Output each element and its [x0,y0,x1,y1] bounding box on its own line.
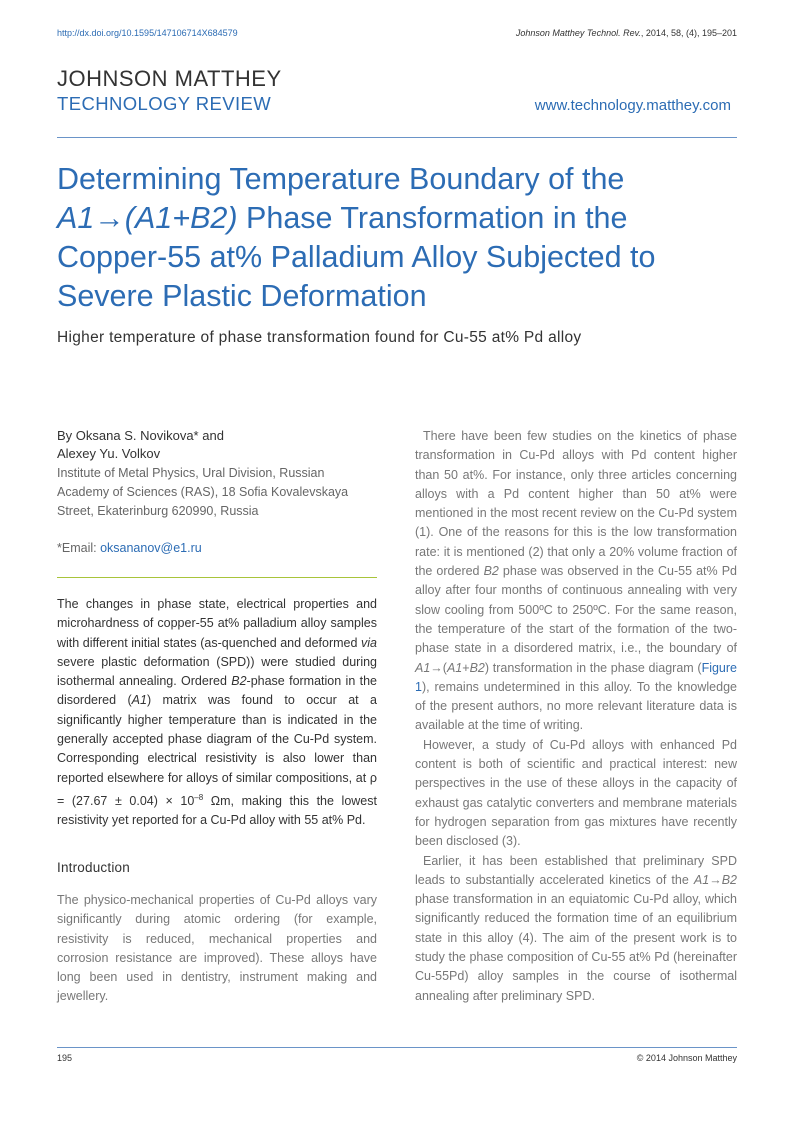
citation-journal: Johnson Matthey Technol. Rev. [515,28,641,38]
authors [57,427,377,463]
introduction-paragraph: The physico-mechanical properties of Cu-Pd alloys vary significantly during atomic ordering (for example, resistivity is reduced, mechanical properties and corrosion resistance are improved). These alloys have long been used in dentistry, instrument making and jewellery. [57,893,377,1004]
copyright: © 2014 Johnson Matthey [636,1053,737,1063]
journal-citation [516,28,737,38]
affiliation: Institute of Metal Physics, Ural Division, Russian Academy of Sciences (RAS), 18 Sofia Kovalevskaya Street, Ekaterinburg 620990, Russia [57,466,349,518]
email-label: *Email: [57,541,101,555]
article-subtitle: Higher temperature of phase transformation found for Cu-55 at% Pd alloy [57,329,582,346]
doi-link[interactable]: http://dx.doi.org/10.1595/147106714X684579 [57,28,238,38]
authors-line-2: Alexey Yu. Volkov [57,446,161,461]
page-number: 195 [57,1053,73,1063]
brand-name: JOHNSON MATTHEY [57,66,282,91]
abstract-divider [57,577,377,578]
figure-1-link[interactable]: Figure 1 [415,660,737,694]
article-title: Determining Temperature Boundary of the A1→(A1+B2) Phase Transformation in the Copper-55 at% Palladium Alloy Subjected to Severe Plastic Deformation [57,162,656,313]
website-link[interactable]: www.technology.matthey.com [534,97,731,114]
email-line [57,541,202,555]
abstract-paragraph: The changes in phase state, electrical properties and microhardness of copper-55 at% palladium alloy samples with different initial states (as-quenched and deformed via severe plastic deformation (SPD)) were studied during isothermal annealing. Ordered B2-phase formation in the disordered (A1) matrix was found to occur at a significantly higher temperature than is indicated in the generally accepted phase diagram of the Cu-Pd system. Corresponding electrical resistivity is also lower than reported elsewhere for alloys of similar compositions, at $\rho = (27.67 \pm 0.04) \times 10^{-8}$ Ωm, making this the lowest resistivity yet reported for a Cu-Pd alloy with 55 at% Pd. [57,597,377,828]
header-divider [57,137,737,138]
body-paragraph-1: There have been few studies on the kinetics of phase transformation in Cu-Pd alloys with Pd content higher than 50 at%. For instance, only three articles concerning alloys with a Pd content higher than 50 at% were mentioned in the most recent review on the Cu-Pd system (1). One of the reasons for this is the low transformation rate: it is mentioned (2) that only a 20% volume fraction of the ordered B2 phase was observed in the Cu-55 at% Pd alloy after four months of continuous annealing with very slow cooling from 500ºC to 250ºC. For the same reason, the temperature of the start of the formation of the two-phase state in a disordered matrix, i.e., the boundary of A1→(A1+B2) transformation in the phase diagram (Figure 1), remains undetermined in this alloy. To the knowledge of the present authors, no more relevant literature data is available at the time of writing. [415,429,737,733]
body-paragraph-2: However, a study of Cu-Pd alloys with enhanced Pd content is both of scientific and practical interest: new perspectives in the use of these alloys in the capacity of exhaust gas catalytic converters and membrane materials for hydrogen separation from gas mixtures have recently been disclosed (3). [415,737,737,849]
brand-subtitle: TECHNOLOGY REVIEW [57,93,272,114]
footer-divider [57,1047,737,1048]
right-column [415,427,737,1006]
email-link[interactable]: oksananov@e1.ru [100,541,202,555]
introduction-heading: Introduction [57,860,130,875]
citation-details: , 2014, 58, (4), 195–201 [640,28,737,38]
authors-line-1: By Oksana S. Novikova* and [57,428,224,443]
title-italic-phase: A1→(A1+B2) [57,201,238,235]
body-paragraph-3: Earlier, it has been established that preliminary SPD leads to substantially accelerated kinetics of the A1→B2 phase transformation in an equiatomic Cu-Pd alloy, which significantly reduced the formation time of an equilibrium state in this alloy (4). The aim of the present work is to study the phase composition of Cu-55 at% Pd (hereinafter Cu-55Pd) alloy samples in the course of isothermal annealing after preliminary SPD. [415,853,737,1003]
